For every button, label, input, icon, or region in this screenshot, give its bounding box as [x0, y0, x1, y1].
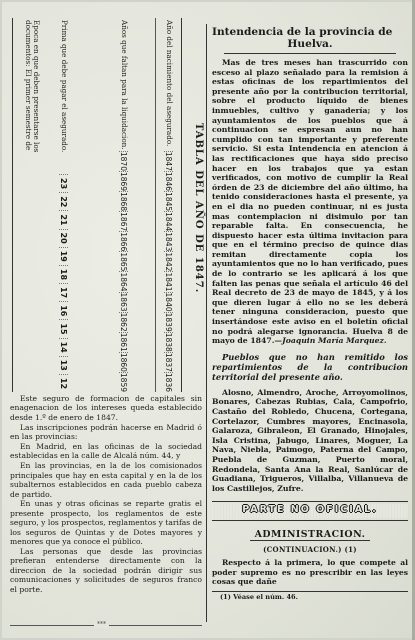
year-cell: 1841: [164, 272, 173, 292]
table-row-prima: [47, 18, 81, 392]
prima-cell: 18: [60, 265, 69, 283]
year-cell: 1844: [164, 212, 173, 232]
row-label-extra: Epoca en que deben presentarse los documentos: El primer semestre de: [24, 20, 42, 153]
column-divider: [206, 24, 207, 622]
year-cell: 1838: [164, 332, 173, 352]
continuacion-label: (CONTINUACION.) (1): [263, 545, 357, 555]
prima-cell: 17: [60, 283, 69, 301]
newspaper-page: [2, 2, 413, 638]
section-rule: [212, 501, 408, 502]
intendencia-body: [212, 58, 408, 346]
notice-paragraph: Las inscripciones podrán hacerse en Madrid ó en las provincias:: [10, 422, 202, 442]
title-rule: [224, 53, 396, 54]
section-rule: [212, 520, 408, 521]
intendencia-title: Intendencia de la provincia de: [212, 26, 393, 38]
remaining-cell: 1863: [119, 292, 129, 312]
table-grid: [12, 18, 182, 392]
remaining-cell: 1859: [119, 372, 129, 392]
prima-cell: 12: [60, 374, 69, 392]
prima-cell: 23: [60, 174, 69, 192]
notice-paragraph: Este seguro de formacion de capitales sin enagenacion de los intereses queda establecido desde 1.º de enero de 1847.: [10, 394, 202, 422]
footnote-rule: [212, 591, 408, 592]
year-cell: 1837: [164, 352, 173, 372]
remaining-cell: 1870: [119, 151, 129, 171]
year-cell: 1840: [164, 292, 173, 312]
year-cell: 1847: [164, 151, 173, 171]
year-cells: [164, 151, 173, 392]
rotated-table-zone: [6, 18, 204, 392]
remaining-cell: 1868: [119, 192, 129, 212]
prima-cell: 22: [60, 192, 69, 210]
footer-ornament: ***: [94, 621, 109, 628]
year-cell: 1846: [164, 171, 173, 192]
table-row-extra: [13, 18, 51, 392]
notice-paragraph: Las personas que desde las provincias prefieran entenderse directamente con la direccion de la sociedad podrán dirigir sus comunicaciones y solicitudes de seguros franco el porte.: [10, 547, 202, 594]
remaining-cell: 1862: [119, 312, 129, 332]
remaining-cell: 1869: [119, 171, 129, 192]
prima-cell: 14: [60, 338, 69, 356]
prima-cell: 20: [60, 229, 69, 247]
right-column: [212, 26, 408, 601]
table-row-year: [155, 18, 181, 392]
prima-cells: [60, 174, 69, 392]
footnote: (1) Véase el núm. 46.: [220, 592, 298, 601]
remaining-cell: 1860: [119, 352, 129, 372]
prima-cell: 16: [60, 301, 69, 319]
remaining-cell: 1865: [119, 252, 129, 272]
rotated-table: [6, 18, 204, 392]
year-cell: 1842: [164, 252, 173, 272]
parte-no-oficial-banner: PARTE NO OFICIAL.: [212, 504, 408, 518]
signature: Joaquin María Marquez.: [282, 336, 387, 346]
year-cell: 1836: [164, 372, 173, 392]
administracion-heading: ADMINISTRACION.: [254, 529, 366, 541]
pueblos-list: Alosno, Almendro, Aroche, Arroyomolinos, Bonares, Cabezas Rubias, Cala, Campofrio, Castaño del Robledo, Chucena, Cortegana, Cortelazor, Cumbres mayores, Encinasola, Galaroza, Gibraleon, El Granado, Hinojales, Isla Cristina, Jabugo, Linares, Moguer, La Nava, Niebla, Paimogo, Paterna del Campo, Puebla de Guzman, Puerto moral, Redondela, Santa Ana la Real, Sanlúcar de Guadiana, Trigueros, Villalba, Villanueva de los Castillejos, Zufre.: [212, 387, 408, 493]
notice-paragraph: En las provincias, en la de los comisionados principales que hay en esta capital y en la de los subalternos establecidos en cada pueblo cabeza de partido.: [10, 461, 202, 499]
left-notices: [10, 394, 202, 595]
year-cell: 1843: [164, 232, 173, 252]
table-title: TABLA DEL AÑO DE 1847.: [193, 122, 204, 294]
pueblos-heading: Pueblos que no han remitido los repartimientos de la contribucion territorial del presente año.: [212, 351, 408, 382]
heading-underline: [250, 540, 370, 541]
table-row-remaining: [107, 18, 141, 392]
prima-cell: 19: [60, 247, 69, 265]
intendencia-subtitle: Huelva.: [287, 38, 333, 50]
remaining-cell: 1861: [119, 332, 129, 352]
remaining-cell: 1864: [119, 272, 129, 292]
year-cell: 1845: [164, 192, 173, 212]
remaining-cell: 1866: [119, 232, 129, 252]
notice-paragraph: En Madrid, en las oficinas de la sociedad establecidas en la calle de Alcalá núm. 44, y: [10, 442, 202, 461]
notice-paragraph: En unas y otras oficinas se reparte gratis el presente prospecto, los reglamentos de este seguro, y los prospectos, reglamentos y tarifas de los seguros de Quintas y de Dotes mayores y menores que ya conoce el público.: [10, 499, 202, 547]
prima-cell: 13: [60, 356, 69, 374]
left-footer: [10, 622, 202, 630]
row-label-prima: Prima que debe pagar el asegurado.: [60, 20, 70, 153]
body-text: Mas de tres meses han trascurrido con esceso al plazo señalado para la remision á estas oficinas de los repartimientos del presente año por la contribucion territorial, sobre el producto líquido de bienes inmuebles, cultivo y ganadería; y los ayuntamientos de los pueblos que á continuacion se espresan aun no han cumplido con tan importante y preferente servicio. Si esta Intendencia en atencion á las rectificaciones que haya sido preciso hacer en los trabajos que ya estan verificados, con motivo de cumplir la Real órden de 23 de diciembre del año último, ha tenido consideraciones hasta el presente, ya en el dia no pueden continuar, ni es justa mas contemplacion ni disimulo por tan reparable falta. En consecuencia, he dispuesto hacer esta última invitacion para que en el término preciso de quince dias remitan directamente copia los ayuntamientos que no lo han verificado, pues de lo contrario se les aplicará á los que falten las penas que señala el artículo 46 del Real decreto de 23 de mayo de 1845, y á los que dieren lugar á ello no se les deberá tener ninguna consideracion, puesto que insertándose este aviso en el boletín oficial no podrá alegarse ignorancia. Huelva 8 de mayo de 1847.—: [212, 58, 408, 346]
row-label-remaining: Años que faltan para la liquidacion.: [120, 20, 130, 150]
remaining-cells: [120, 151, 129, 392]
year-cell: 1839: [164, 312, 173, 332]
prima-cell: 15: [60, 319, 69, 337]
row-label-year: Año del nacimiento del asegurado.: [164, 20, 174, 147]
administracion-paragraph: Respecto á la primera, lo que compete al poder supremo es no prescribir en las leyes cosas que dañe: [212, 558, 408, 587]
remaining-cell: 1867: [119, 212, 129, 232]
prima-cell: 21: [60, 210, 69, 228]
